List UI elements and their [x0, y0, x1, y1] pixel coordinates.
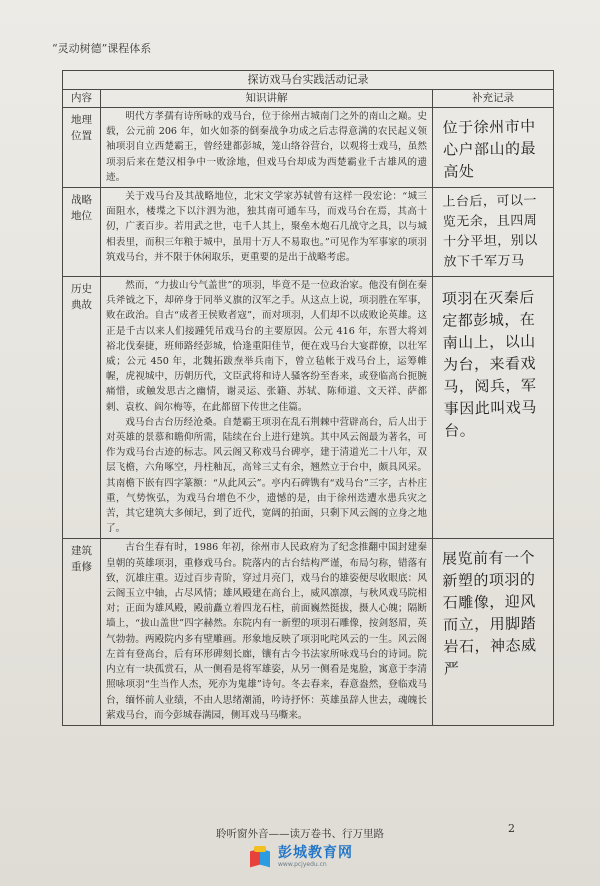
note-cell — [433, 188, 554, 277]
watermark-name: 彭城教育网 — [278, 845, 353, 861]
content-paragraph: 戏马台古台历经沧桑。自楚霸王项羽在乱石荆棘中营辟高台，后人出于对英雄的景慕和瞻仰所需，陆续在台上进行建筑。其中风云阁最为著名，可作为戏马台古迹的标志。风云阁又称戏马台碑亭，建于清道光二十八年，双层飞檐，六角啄空，丹柱釉瓦，高耸三丈有余，翘然立于台中，颇具风采。其南檐下嵌有四字篆额：“从此风云”。亭内石碑镌有“戏马台”三字，古朴庄重，气势恢弘，为戏马台增色不少，遗憾的是，由于徐州迭遭水患兵灾之苦，其它建筑大多倾圮，到了近代，宽阔的拍面，只剩下风云阁的立身之地了。 — [106, 416, 427, 535]
table-row — [63, 539, 554, 725]
table-row — [63, 108, 554, 188]
column-header-knowledge: 知识讲解 — [101, 90, 433, 108]
table-title: 探访戏马台实践活动记录 — [63, 71, 554, 90]
content-cell — [101, 108, 433, 188]
table-row — [63, 188, 554, 277]
content-paragraph: 古台生春有时，1986 年初，徐州市人民政府为了纪念推翻中国封建秦皇朝的英雄项羽，重修戏马台。院落内的古台结构严谨，布局匀称，错落有致，沉雄庄重。迈过百步青阶，穿过月亮门，戏马台的雄姿便尽收眼底：风云阁玉立中轴，占尽风情；雄风殿建在高台上，威风凛凛，与秋风戏马院相对；正面为雄风殿，殿前矗立着四龙石柱，前面巍然挺拔，摄人心魄；隔断墙上，“拔山盖世”四字赫然。东院内有一新塑的项羽石雕像，按剑怒眉，英气勃勃。两殿院内多有壁雕画。形象地反映了项羽叱咤风云的一生。风云阁左首有登高台，后有环形碑刻长廊，镶有古今书法家所咏戏马台的诗词。院内立有一块孤赏石，从一侧看是将军雄姿，从另一侧看是鬼脸，寓意于李清照咏项羽“生当作人杰，死亦为鬼雄”诗句。冬去春来，春意盎然，登临戏马台，缅怀前人业绩，不由人思绪潮涌，吟诗抒怀：英雄虽辞人世去，魂魄长萦戏马台，而今彭城春满园，侧耳戏马马嘶来。 — [106, 542, 427, 721]
record-table — [62, 70, 554, 726]
footer-slogan: 聆听窗外音——读万卷书、行万里路 — [216, 828, 384, 840]
category-geography: 地理位置 — [63, 108, 101, 188]
content-paragraph: 关于戏马台及其战略地位，北宋文学家苏轼曾有这样一段宏论：“城三面阻水，楼堞之下以汴泗为池，独其南可通车马，而戏马台在焉，其高十仞，广袤百步。若用武之世，屯千人其上，聚垒木炮石几战守之具，以与城相表里，而积三年粮于城中，虽用十万人不易取也。”可见作为军事家的项羽筑戏马台，并不限于休闲取乐，更重要的是出于战略考虑。 — [106, 191, 427, 263]
handwritten-note: 位于徐州市中心户部山的最高处 — [442, 117, 537, 181]
content-cell — [101, 277, 433, 539]
note-cell — [433, 277, 554, 539]
course-series-header: “灵动树德”课程体系 — [52, 42, 152, 55]
table-row — [63, 277, 554, 539]
page-number: 2 — [508, 822, 515, 835]
watermark — [248, 842, 378, 872]
watermark-url: www.pcjyedu.cn — [278, 861, 327, 868]
content-paragraph: 然而，“力拔山兮气盖世”的项羽，毕竟不是一位政治家。他没有倒在秦兵斧钺之下，却碎身于同举义旗的汉军之手。从这点上说，项羽胜在军事，败在政治。自古“成者王侯败者寇”，而对项羽，人们却不以成败论英雄。这正是千古以来人们接踵凭吊戏马台的主要原因。公元 416 年，东晋大将刘裕北伐秦捷，班师路经彭城，恰逢重阳佳节，便在戏马台大宴群僚，以壮军威；公元 450 年，北魏拓跋焘举兵南下，曾立毡帐于戏马台上，运筹帷幄，虎视城中，历朝历代，文臣武将和诗人骚客纷至沓来，或登临高台扼腕痛惜，或触发思古之幽情，谢灵运、张籍、苏轼、陈师道、文天祥、萨都剌、袁枚、阎尔梅等，在此都留下传世之佳篇。 — [106, 280, 427, 413]
column-header-notes: 补充记录 — [433, 90, 554, 108]
handwritten-note: 上台后，可以一览无余，且四周十分平坦，别以放下千军万马 — [442, 193, 538, 270]
book-logo-icon — [248, 846, 274, 868]
handwritten-note: 项羽在灭秦后定都彭城，在南山上，以山为台，来看戏马，阅兵，军事因此叫戏马台。 — [441, 288, 537, 440]
note-cell — [433, 108, 554, 188]
category-history: 历史典故 — [63, 277, 101, 539]
category-strategy: 战略地位 — [63, 188, 101, 277]
handwritten-note: 展览前有一个新塑的项羽的石雕像，迎风而立，用脚踏岩石，神态威严 — [441, 548, 537, 679]
category-reconstruction: 建筑重修 — [63, 539, 101, 725]
content-cell — [101, 539, 433, 725]
note-cell — [433, 539, 554, 725]
content-cell — [101, 188, 433, 277]
content-paragraph: 明代方孝孺有诗所咏的戏马台，位于徐州古城南门之外的南山之巅。史载，公元前 206 年，如火如荼的倒秦战争功成之后志得意满的农民起义领袖项羽自立西楚霸王，曾经建都彭城，笼山络谷营台，以观将士戏马，虽然项羽后来在楚汉相争中一败涂地，但戏马台却成为西楚霸业千古雄风的遗迹。 — [106, 111, 427, 183]
column-header-content: 内容 — [63, 90, 101, 108]
